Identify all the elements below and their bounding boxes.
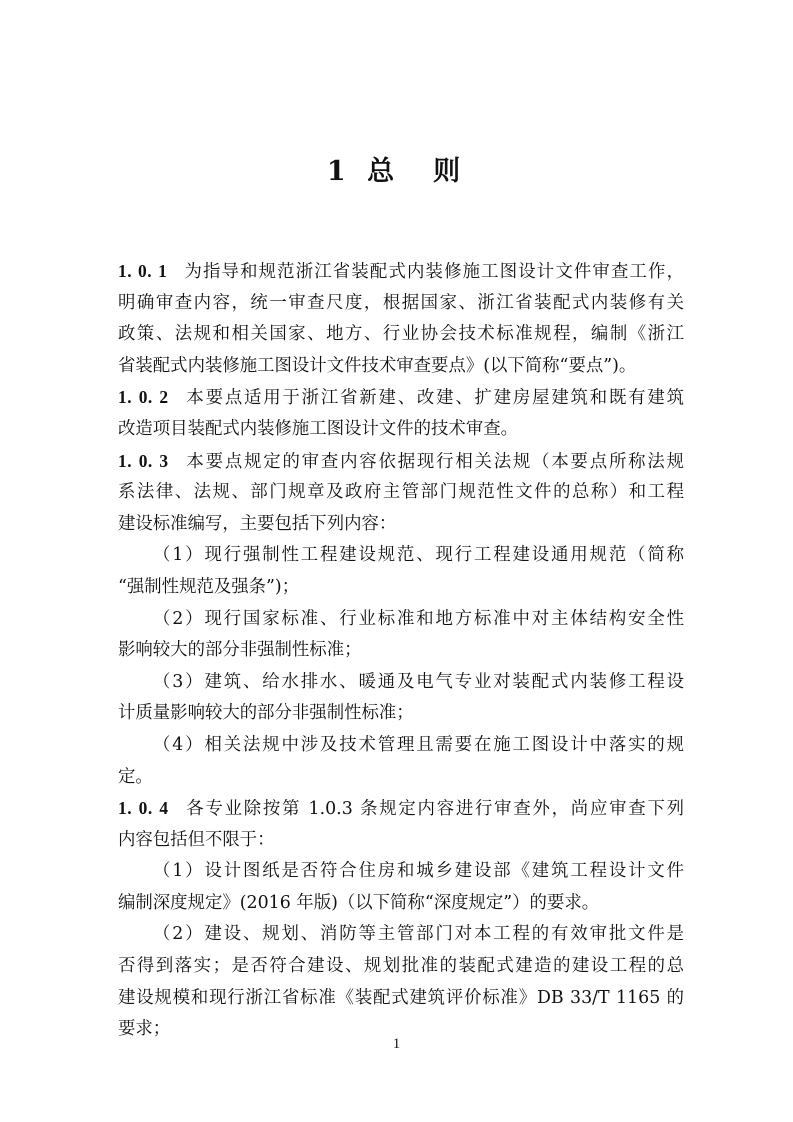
list-item-line: 编制深度规定》(2016 年版)（以下简称“深度规定”）的要求。 (118, 892, 600, 913)
clause-1-0-2 (118, 382, 684, 445)
clause-line: 政策、法规和相关国家、地方、行业协会技术标准规程，编制《浙江 (118, 324, 684, 345)
list-item-line: （2）现行国家标准、行业标准和地方标准中对主体结构安全性 (153, 608, 684, 629)
list-item-line: 定。 (118, 766, 153, 787)
clause-1-0-1 (118, 256, 684, 382)
list-item-line: 否得到落实；是否符合建设、规划批准的装配式建造的建设工程的总 (118, 956, 684, 977)
list-item-line: 建设规模和现行浙江省标准《装配式建筑评价标准》DB 33/T 1165 的 (118, 987, 684, 1008)
list-item-line: 要求； (118, 1019, 171, 1040)
clause-line: 1. 0. 3 本要点规定的审查内容依据现行相关法规（本要点所称法规 (118, 450, 684, 472)
clause-number: 1. 0. 1 (118, 261, 168, 281)
list-item-line: 影响较大的部分非强制性标准； (118, 640, 362, 661)
clause-line: 明确审查内容，统一审查尺度，根据国家、浙江省装配式内装修有关 (118, 292, 684, 313)
clause-line: 省装配式内装修施工图设计文件技术审查要点》(以下简称“要点”)。 (118, 355, 637, 376)
list-item-line: （1）现行强制性工程建设规范、现行工程建设通用规范（简称 (153, 545, 684, 566)
list-item-line: “强制性规范及强条”)； (118, 576, 300, 597)
list-item-line: （2）建设、规划、消防等主管部门对本工程的有效审批文件是 (153, 924, 684, 945)
clause-line: 1. 0. 4 各专业除按第 1.0.3 条规定内容进行审查外，尚应审查下列 (118, 798, 684, 820)
list-item-line: （3）建筑、给水排水、暖通及电气专业对装配式内装修工程设 (153, 671, 684, 692)
clause-line: 1. 0. 2 本要点适用于浙江省新建、改建、扩建房屋建筑和既有建筑 (118, 387, 684, 409)
clause-line: 1. 0. 1 为指导和规范浙江省装配式内装修施工图设计文件审查工作， (118, 261, 684, 282)
list-item-line: （4）相关法规中涉及技术管理且需要在施工图设计中落实的规 (153, 734, 684, 755)
list-item-line: （1）设计图纸是否符合住房和城乡建设部《建筑工程设计文件 (153, 861, 684, 882)
clause-line: 改造项目装配式内装修施工图设计文件的技术审查。 (118, 418, 518, 439)
clause-line: 内容包括但不限于： (118, 829, 275, 850)
page-title: 1 总 则 (326, 156, 467, 187)
clause-number: 1. 0. 2 (118, 387, 169, 408)
clause-number: 1. 0. 3 (118, 450, 169, 471)
document-body (118, 256, 684, 1046)
clause-1-0-4 (118, 793, 684, 1046)
list-item-line: 计质量影响较大的部分非强制性标准； (118, 703, 414, 724)
clause-line: 系法律、法规、部门规章及政府主管部门规范性文件的总称）和工程 (118, 482, 684, 503)
clause-1-0-3 (118, 446, 684, 794)
clause-number: 1. 0. 4 (118, 798, 169, 819)
page-number: 1 (392, 1036, 401, 1052)
clause-line: 建设标准编写，主要包括下列内容： (118, 513, 397, 534)
